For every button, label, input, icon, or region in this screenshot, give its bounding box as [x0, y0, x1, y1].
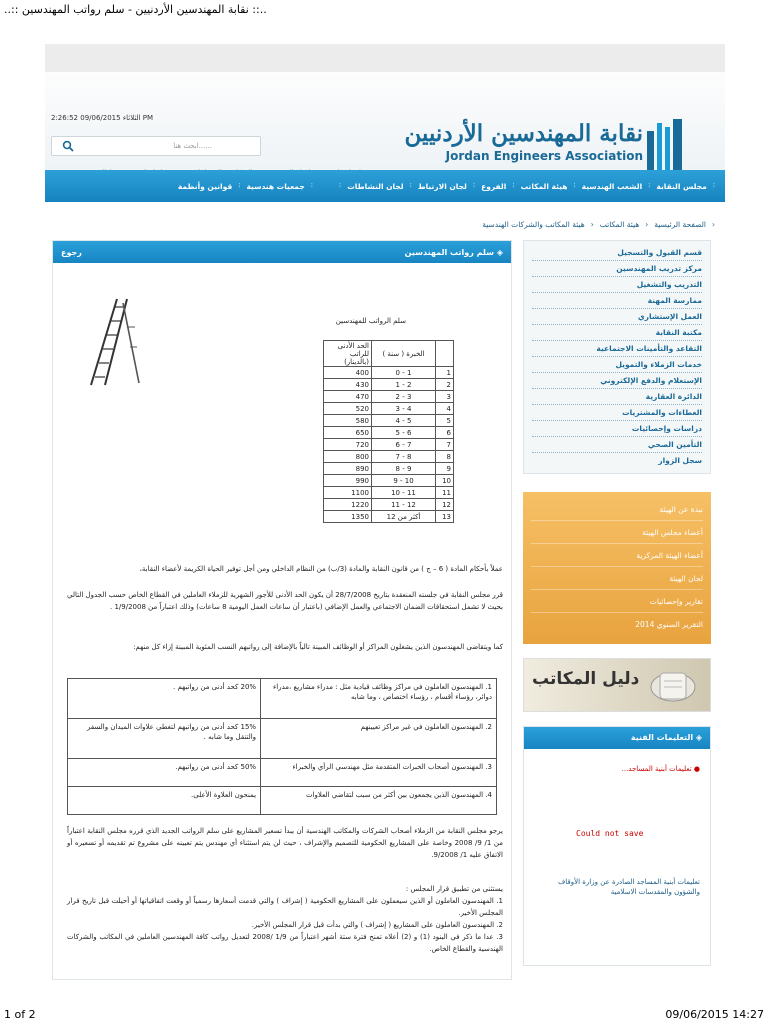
- breadcrumb-offices[interactable]: هيئة المكاتب: [599, 220, 640, 229]
- panel-title: سلم رواتب المهندسين: [404, 247, 495, 257]
- cell-allowance: 15% كحد أدنى من رواتبهم لتغطي علاوات الميدان والسفر والتنقل وما شابه .: [68, 719, 261, 759]
- nav-separator: ⁝: [648, 182, 651, 190]
- sidebar-item-health[interactable]: التأمين الصحي: [532, 437, 702, 453]
- nav-activities[interactable]: لجان النشاطات: [347, 181, 404, 191]
- header-index: [436, 341, 454, 367]
- site-frame: [45, 44, 725, 1008]
- table-row: [324, 415, 454, 427]
- cell-experience: 11 - 12: [372, 499, 436, 511]
- header-experience: الخبرة ( سنة ): [372, 341, 436, 367]
- logo-arabic: نقابة المهندسين الأردنيين: [404, 120, 643, 147]
- breadcrumb-arrow-icon: ‹: [712, 220, 715, 229]
- cell-salary: 800: [324, 451, 372, 463]
- notices-header: [524, 727, 710, 749]
- sidebar-item-real-estate[interactable]: الدائرة العقارية: [532, 389, 702, 405]
- cell-allowance: يمنحون العلاوة الأعلى.: [68, 787, 261, 815]
- cell-index: 2: [436, 379, 454, 391]
- nav-societies[interactable]: جمعيات هندسية: [246, 181, 305, 191]
- table-row: [324, 439, 454, 451]
- table-row: [324, 367, 454, 379]
- date-time: الثلاثاء 09/06/2015 2:26:52 PM: [51, 114, 154, 122]
- table-row: [68, 787, 497, 815]
- sidebar-item-employment[interactable]: التدريب والتشغيل: [532, 277, 702, 293]
- paragraph-decision: قرر مجلس النقابة في جلسته المنعقدة بتاريخ 28/7/2008 أن يكون الحد الأدنى للأجور الشهرية للزملاء العاملين في القطاع الخاص حسب الجدول التالي بحيث لا تشمل استحقاقات الضمان الاجتماعي والعمل الإضافي (باعتبار أن ساعات العمل اليومية 8 ساعات) وذلك اعتباراً من 1/9/2008 .: [67, 591, 503, 611]
- cell-index: 3: [436, 391, 454, 403]
- logo-english: Jordan Engineers Association: [445, 149, 643, 163]
- sidebar-item-statistics[interactable]: دراسات وإحصائيات: [532, 421, 702, 437]
- column-divider: [511, 240, 512, 980]
- cell-salary: 1220: [324, 499, 372, 511]
- table-row: [324, 511, 454, 523]
- paragraph-positions-intro: كما ويتقاضى المهندسون الذين يشغلون المراكز أو الوظائف المبينة تالياً بالإضافة إلى رواتبهم النسب المئوية المبينة إزاء كل منهم:: [133, 643, 503, 651]
- technical-instructions-box: [523, 726, 711, 966]
- table-row: [324, 403, 454, 415]
- cell-position: 4. المهندسون الذين يجمعون بين أكثر من سبب لتقاضي العلاوات: [261, 787, 497, 815]
- cell-index: 7: [436, 439, 454, 451]
- cell-salary: 1350: [324, 511, 372, 523]
- breadcrumb-arrow-icon: ‹: [645, 220, 649, 229]
- table-row: [324, 391, 454, 403]
- sidebar-item-training-center[interactable]: مركز تدريب المهندسين: [532, 261, 702, 277]
- breadcrumb-current[interactable]: هيئة المكاتب والشركات الهندسية: [482, 220, 585, 229]
- cell-index: 13: [436, 511, 454, 523]
- sidebar-item-retirement[interactable]: التقاعد والتأمينات الاجتماعية: [532, 341, 702, 357]
- sidebar-item-tenders[interactable]: العطاءات والمشتريات: [532, 405, 702, 421]
- cell-salary: 400: [324, 367, 372, 379]
- sidebar: [523, 240, 711, 966]
- cell-salary: 650: [324, 427, 372, 439]
- table-row: [324, 487, 454, 499]
- main-nav: [45, 170, 725, 202]
- cell-experience: 4 - 5: [372, 415, 436, 427]
- page-count: 1 of 2: [4, 1008, 36, 1021]
- table-row: [324, 463, 454, 475]
- cell-position: 3. المهندسون أصحاب الخبرات المتقدمة مثل مهندسي الرأي والخبراء: [261, 759, 497, 787]
- cell-index: 10: [436, 475, 454, 487]
- nav-offices[interactable]: هيئة المكاتب: [520, 181, 568, 191]
- cell-allowance: 20% كحد أدنى من رواتبهم .: [68, 679, 261, 719]
- offices-authority-menu: [523, 492, 711, 644]
- cell-index: 8: [436, 451, 454, 463]
- cell-experience: 7 - 8: [372, 451, 436, 463]
- top-strip: [45, 44, 725, 72]
- cell-salary: 580: [324, 415, 372, 427]
- nav-divisions[interactable]: الشعب الهندسية: [581, 181, 643, 191]
- notices-header-icon: ◈: [693, 733, 702, 742]
- sidebar-item-visitors[interactable]: سجل الزوار: [658, 456, 702, 465]
- table-caption: سلم الرواتب للمهندسين: [335, 317, 406, 325]
- table-row: [324, 427, 454, 439]
- cell-experience: 5 - 6: [372, 427, 436, 439]
- guide-title: دليل المكاتب: [532, 669, 640, 689]
- cell-experience: 6 - 7: [372, 439, 436, 451]
- nav-separator: ⁝: [512, 182, 515, 190]
- sidebar-item-epayment[interactable]: الإستعلام والدفع الإلكتروني: [532, 373, 702, 389]
- nav-separator: ⁝: [338, 182, 342, 190]
- paragraph-pricing: يرجو مجلس النقابة من الزملاء أصحاب الشركات والمكاتب الهندسية أن يبدأ تسعير المشاريع على سلم الرواتب الجديد الذي قرره مجلس النقابة اعتباراً من 1/ 9/ 2008 وخاصة على المشاريع الحكومية للتصميم والإشراف ، حيث لن يتم استثناء أي مهندس يتم تعيينه على مشروع تم تقديمه أو تسعيره أو الاتفاق عليه 1/ 9/2008.: [67, 827, 504, 859]
- breadcrumb: [482, 220, 715, 229]
- cell-index: 1: [436, 367, 454, 379]
- site-header: [45, 72, 725, 170]
- table-row: [324, 451, 454, 463]
- cell-index: 11: [436, 487, 454, 499]
- cell-salary: 1100: [324, 487, 372, 499]
- cell-index: 6: [436, 427, 454, 439]
- cell-experience: 1 - 2: [372, 379, 436, 391]
- cell-position: 1. المهندسون العاملون في مراكز وظائف قيادية مثل : مدراء مشاريع ،مدراء دوائر، رؤساء أقسام ، رؤساء اختصاص ، وما شابه: [261, 679, 497, 719]
- cell-position: 2. المهندسون العاملون في غير مراكز تعيينهم: [261, 719, 497, 759]
- exception-item: 2. المهندسون العاملون على المشاريع ( إشراف ) والتي بدأت قبل قرار المجلس الأخير.: [251, 921, 503, 929]
- panel-title-wrap: [405, 248, 503, 257]
- cell-experience: 3 - 4: [372, 403, 436, 415]
- sidebar-item-practice[interactable]: ممارسة المهنة: [532, 293, 702, 309]
- offices-guide-banner[interactable]: [523, 658, 711, 712]
- cell-salary: 520: [324, 403, 372, 415]
- paragraph-intro: عملاً بأحكام المادة ( 6 – ج ) من قانون النقابة والمادة (3/ب) من النظام الداخلي ومن أجل توفير الحياة الكريمة لأعضاء النقابة،: [139, 565, 503, 573]
- search-placeholder: ابحث هنا......: [173, 142, 212, 150]
- ladder-image: [87, 297, 141, 387]
- orange-item-council-members[interactable]: أعضاء مجلس الهيئة: [531, 521, 703, 544]
- nav-separator: ⁝: [409, 182, 412, 190]
- sidebar-item-consulting[interactable]: العمل الإستشاري: [532, 309, 702, 325]
- content-panel: [52, 240, 512, 980]
- search-input[interactable]: [51, 136, 261, 156]
- cell-salary: 720: [324, 439, 372, 451]
- orange-item-central-members[interactable]: أعضاء الهيئة المركزية: [531, 544, 703, 567]
- cell-experience: 2 - 3: [372, 391, 436, 403]
- nav-separator: ⁝: [712, 182, 715, 190]
- table-row: [324, 499, 454, 511]
- exception-item: 3. عدا ما ذكر في البنود (1) و (2) أعلاه تمنح فترة ستة أشهر اعتباراً من 1/9 /2008 لتعديل رواتب كافة المهندسين العاملين في المكاتب والشركات الهندسية والقطاع الخاص.: [67, 933, 504, 953]
- breadcrumb-arrow-icon: ‹: [590, 220, 594, 229]
- table-row: [324, 379, 454, 391]
- table-row: [68, 679, 497, 719]
- salary-table: [323, 340, 454, 523]
- nav-liaison[interactable]: لجان الارتباط: [417, 181, 467, 191]
- orange-item-about[interactable]: نبذة عن الهيئة: [531, 498, 703, 521]
- notice-link-label: تعليمات أبنية المساجد...: [621, 765, 692, 773]
- cell-salary: 430: [324, 379, 372, 391]
- nav-separator: ⁝: [238, 182, 241, 190]
- association-logo-icon[interactable]: [645, 117, 685, 171]
- nav-council[interactable]: مجلس النقابة: [656, 181, 707, 191]
- nav-laws[interactable]: قوانين وأنظمة: [177, 181, 233, 191]
- notice-link[interactable]: [622, 765, 700, 773]
- panel-title-icon: ◈: [496, 247, 503, 257]
- notices-title: التعليمات الفنية: [630, 733, 694, 742]
- cell-experience: 0 - 1: [372, 367, 436, 379]
- print-timestamp: 09/06/2015 14:27: [665, 1008, 764, 1021]
- table-row: [68, 759, 497, 787]
- notice-description[interactable]: تعليمات أبنية المساجد الصادرة عن وزارة الأوقاف والشؤون والمقدسات الاسلامية: [557, 878, 700, 896]
- nav-branches[interactable]: الفروع: [481, 181, 507, 191]
- exception-item: 1. المهندسون العاملون أو الذين سيعملون على المشاريع الحكومية ( إشراف ) والتي قدمت أسعارها رسمياً أو وقعت اتفاقياتها أو أحيلت قبل تاريخ قرار المجلس الأخير.: [67, 897, 503, 917]
- table-row: [68, 719, 497, 759]
- cell-salary: 990: [324, 475, 372, 487]
- error-message: Could not save: [576, 829, 644, 838]
- paragraph-exceptions: يستثنى من تطبيق قرار المجلس :: [405, 885, 503, 893]
- orange-item-annual-report[interactable]: التقرير السنوي 2014: [635, 620, 703, 629]
- book-icon: [648, 665, 698, 705]
- association-logo-text[interactable]: [405, 120, 643, 163]
- cell-index: 9: [436, 463, 454, 475]
- header-min-salary: الحد الأدنى للراتب (بالدينار): [324, 341, 372, 367]
- sidebar-item-library[interactable]: مكتبة النقابة: [532, 325, 702, 341]
- table-row: [324, 475, 454, 487]
- cell-experience: 9 - 10: [372, 475, 436, 487]
- orange-item-reports[interactable]: تقارير وإحصائيات: [531, 590, 703, 613]
- cell-index: 12: [436, 499, 454, 511]
- cell-salary: 890: [324, 463, 372, 475]
- cell-experience: 10 - 11: [372, 487, 436, 499]
- cell-allowance: 50% كحد أدنى من رواتبهم.: [68, 759, 261, 787]
- services-menu: [523, 240, 711, 474]
- positions-table: [67, 678, 497, 815]
- nav-separator: ⁝: [573, 182, 576, 190]
- table-header-row: [324, 341, 454, 367]
- nav-separator: ⁝: [472, 182, 476, 190]
- cell-experience: أكثر من 12: [372, 511, 436, 523]
- bullet-icon: ●: [691, 765, 700, 773]
- cell-salary: 470: [324, 391, 372, 403]
- panel-header: [53, 241, 511, 263]
- cell-index: 5: [436, 415, 454, 427]
- back-link[interactable]: رجوع: [61, 247, 82, 257]
- nav-separator: ⁝: [310, 182, 313, 190]
- print-header-title: ..:: نقابة المهندسين الأردنيين - سلم رواتب المهندسين ::..: [4, 3, 267, 16]
- breadcrumb-home[interactable]: الصفحة الرئيسية: [654, 220, 706, 229]
- cell-experience: 8 - 9: [372, 463, 436, 475]
- sidebar-item-admission[interactable]: قسم القبول والتسجيل: [532, 245, 702, 261]
- cell-index: 4: [436, 403, 454, 415]
- search-icon[interactable]: [62, 140, 74, 152]
- sidebar-item-member-services[interactable]: خدمات الزملاء والتمويل: [532, 357, 702, 373]
- orange-item-committees[interactable]: لجان الهيئة: [531, 567, 703, 590]
